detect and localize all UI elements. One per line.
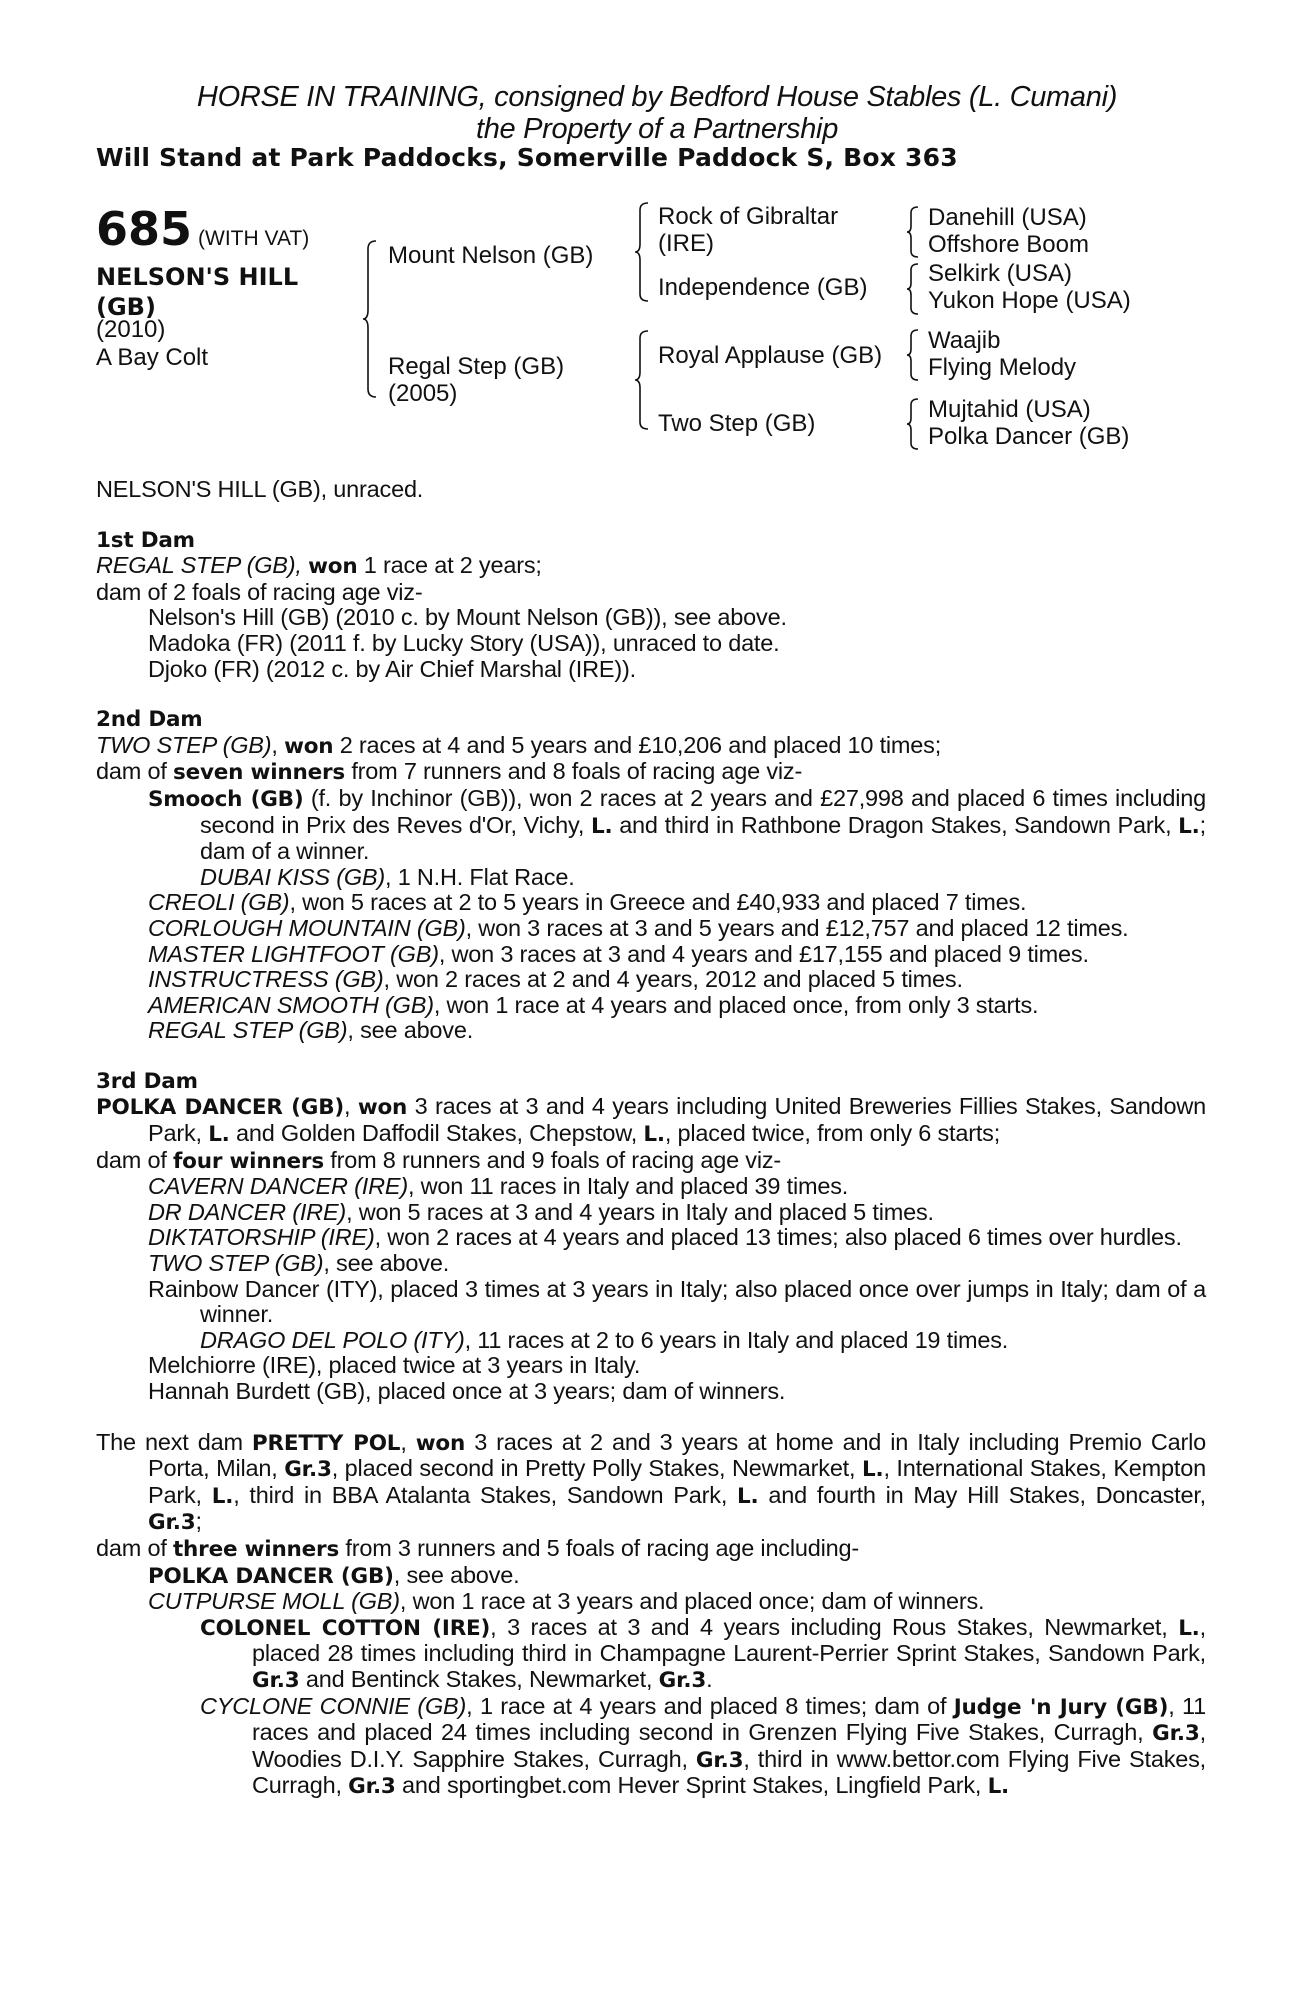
brace-g3	[906, 329, 920, 381]
horse-name-line1: NELSON'S HILL	[96, 263, 299, 291]
horse-description: A Bay Colt	[96, 344, 209, 371]
list-item: CYCLONE CONNIE (GB), 1 race at 4 years and placed 8 times; dam of Judge 'n Jury (GB), 11 races and placed 24 times including second in Grenzen Flying Five Stakes, Curragh, Gr.3, Woodies D.I.Y. Sapphire Stakes, Curragh, Gr.3, third in www.bettor.com Flying Five Stakes, Curragh, Gr.3 and sportingbet.com Hever Sprint Stakes, Lingfield Park, L.	[200, 1692, 1206, 1800]
lot-number: 685	[96, 202, 193, 256]
second-dam-record: TWO STEP (GB), won 2 races at 4 and 5 years and £10,206 and placed 10 times;	[96, 731, 942, 759]
list-item: CUTPURSE MOLL (GB), won 1 race at 3 years and placed once; dam of winners.	[148, 1588, 985, 1615]
list-item: Djoko (FR) (2012 c. by Air Chief Marshal (IRE)).	[148, 655, 636, 682]
dam-dam: Two Step (GB)	[658, 410, 816, 437]
brace-sire-parents	[634, 202, 650, 302]
brace-g1	[906, 206, 920, 258]
list-item: Madoka (FR) (2011 f. by Lucky Story (USA)), unraced to date.	[148, 629, 780, 656]
third-dam-heading: 3rd Dam	[96, 1068, 198, 1094]
ancestor-4: Yukon Hope (USA)	[928, 287, 1131, 314]
dam-name	[388, 353, 564, 407]
list-item: INSTRUCTRESS (GB), won 2 races at 2 and 4 years, 2012 and placed 5 times.	[148, 966, 963, 993]
ancestor-1: Danehill (USA)	[928, 204, 1087, 231]
list-item: Rainbow Dancer (ITY), placed 3 times at 3 years in Italy; also placed once over jumps in Italy; dam of a winner.	[148, 1275, 1206, 1328]
list-item: DR DANCER (IRE), won 5 races at 3 and 4 years in Italy and placed 5 times.	[148, 1198, 934, 1225]
first-dam-heading: 1st Dam	[96, 527, 195, 553]
third-dam-foals-summary: dam of four winners from 8 runners and 9 foals of racing age viz-	[96, 1146, 782, 1174]
horse-name	[96, 262, 336, 322]
brace-dam-parents	[634, 330, 650, 430]
second-dam-heading: 2nd Dam	[96, 707, 203, 733]
next-dam-record: The next dam PRETTY POL, won 3 races at 2 and 3 years at home and in Italy including Premio Carlo Porta, Milan, Gr.3, placed second in Pretty Polly Stakes, Newmarket, L., International Stakes, Kempton Park, L., third in BBA Atalanta Stakes, Sandown Park, L. and fourth in May Hill Stakes, Doncaster, Gr.3;	[96, 1428, 1206, 1536]
sire-sire-line1: Rock of Gibraltar	[658, 203, 839, 230]
consignor-line: HORSE IN TRAINING, consigned by Bedford House Stables (L. Cumani)	[196, 81, 1118, 113]
list-item: TWO STEP (GB), see above.	[148, 1250, 450, 1277]
ancestor-6: Flying Melody	[928, 354, 1077, 381]
list-item: Smooch (GB) (f. by Inchinor (GB)), won 2 races at 2 years and £27,998 and placed 6 times including second in Prix des Reves d'Or, Vichy, L. and third in Rathbone Dragon Stakes, Sandown Park, L.; dam of a winner.	[148, 784, 1207, 865]
property-line: the Property of a Partnership	[475, 113, 839, 145]
stabling-line: Will Stand at Park Paddocks, Somerville Paddock S, Box 363	[96, 143, 958, 172]
list-item: Melchiorre (IRE), placed twice at 3 years in Italy.	[148, 1352, 641, 1379]
sire-name: Mount Nelson (GB)	[388, 242, 594, 269]
ancestor-3: Selkirk (USA)	[928, 260, 1073, 287]
horse-meta	[96, 316, 208, 372]
third-dam-record: POLKA DANCER (GB), won 3 races at 3 and 4 years including United Breweries Fillies Stakes, Sandown Park, L. and Golden Daffodil Stakes, Chepstow, L., placed twice, from only 6 starts;	[96, 1093, 1206, 1148]
catalogue-body	[96, 477, 1206, 1800]
sire-sire	[658, 203, 838, 257]
list-item: CREOLI (GB), won 5 races at 2 to 5 years in Greece and £40,933 and placed 7 times.	[148, 889, 1027, 916]
ancestor-5: Waajib	[928, 327, 1001, 354]
dam-name-line1: Regal Step (GB)	[388, 353, 565, 380]
list-item: AMERICAN SMOOTH (GB), won 1 race at 4 years and placed once, from only 3 starts.	[148, 991, 1039, 1018]
list-item: CAVERN DANCER (IRE), won 11 races in Italy and placed 39 times.	[148, 1173, 849, 1200]
list-item: MASTER LIGHTFOOT (GB), won 3 races at 3 and 4 years and £17,155 and placed 9 times.	[148, 940, 1089, 967]
list-item: POLKA DANCER (GB), see above.	[148, 1561, 520, 1589]
second-dam-foals-summary: dam of seven winners from 7 runners and 8 foals of racing age viz-	[96, 758, 803, 786]
ancestor-7: Mujtahid (USA)	[928, 396, 1091, 423]
ancestor-8: Polka Dancer (GB)	[928, 423, 1130, 450]
horse-name-line2: (GB)	[96, 293, 156, 321]
list-item: CORLOUGH MOUNTAIN (GB), won 3 races at 3 and 5 years and £12,757 and placed 12 times.	[148, 914, 1129, 941]
vat-note: (WITH VAT)	[198, 227, 310, 250]
dam-name-line2: (2005)	[388, 380, 458, 407]
list-item: REGAL STEP (GB), see above.	[148, 1017, 474, 1044]
list-item: DRAGO DEL POLO (ITY), 11 races at 2 to 6 years in Italy and placed 19 times.	[200, 1326, 1009, 1353]
list-item: COLONEL COTTON (IRE), 3 races at 3 and 4 years including Rous Stakes, Newmarket, L., placed 28 times including third in Champagne Laurent-Perrier Sprint Stakes, Sandown Park, Gr.3 and Bentinck Stakes, Newmarket, Gr.3.	[200, 1613, 1206, 1693]
first-dam-name: REGAL STEP (GB),	[96, 552, 302, 579]
dam-sire: Royal Applause (GB)	[658, 342, 883, 369]
list-item: DIKTATORSHIP (IRE), won 2 races at 4 years and placed 13 times; also placed 6 times over hurdles.	[148, 1224, 1182, 1251]
brace-g4	[906, 398, 920, 450]
first-dam-foals-summary: dam of 2 foals of racing age viz-	[96, 578, 423, 605]
intro-line: NELSON'S HILL (GB), unraced.	[96, 476, 424, 502]
list-item: DUBAI KISS (GB), 1 N.H. Flat Race.	[200, 863, 575, 890]
lot-number-block	[96, 204, 309, 254]
first-dam-record: REGAL STEP (GB), won 1 race at 2 years;	[96, 552, 542, 580]
foaling-year: (2010)	[96, 316, 166, 343]
list-item: Hannah Burdett (GB), placed once at 3 years; dam of winners.	[148, 1378, 786, 1404]
brace-generation1	[362, 240, 378, 398]
next-dam-foals-summary: dam of three winners from 3 runners and 5 foals of racing age including-	[96, 1534, 860, 1562]
ancestor-2: Offshore Boom	[928, 231, 1089, 258]
sire-sire-line2: (IRE)	[658, 230, 714, 257]
brace-g2	[906, 263, 920, 315]
sire-dam: Independence (GB)	[658, 274, 868, 301]
list-item: Nelson's Hill (GB) (2010 c. by Mount Nelson (GB)), see above.	[148, 604, 787, 631]
